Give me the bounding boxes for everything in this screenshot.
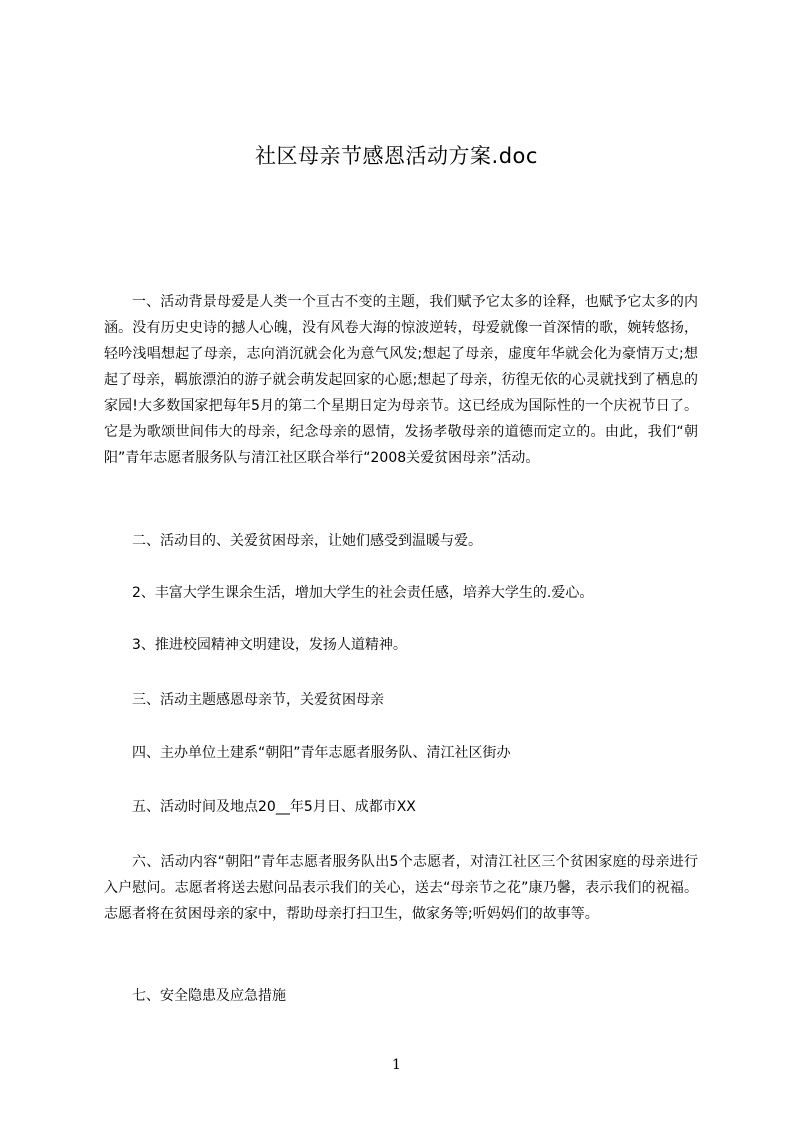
document-title: 社区母亲节感恩活动方案.doc (255, 144, 538, 168)
page-number: 1 (392, 1057, 401, 1073)
paragraph-theme: 三、活动主题感恩母亲节，关爱贫困母亲 (132, 692, 384, 708)
paragraph-safety: 七、安全隐患及应急措施 (132, 988, 286, 1004)
paragraph-background: 一、活动背景母爱是人类一个亘古不变的主题，我们赋予它太多的诠释，也赋予它太多的内涵。没有历史史诗的撼人心魄，没有风卷大海的惊波逆转，母爱就像一首深情的歌，婉转悠扬，轻吟浅唱想起了母亲，志向消沉就会化为意气风发;想起了母亲，虚度年华就会化为豪情万丈;想起了母亲，羁旅漂泊的游子就会萌发起回家的心愿;想起了母亲，彷徨无依的心灵就找到了栖息的家园!大多数国家把每年5月的第二个星期日定为母亲节。这已经成为国际性的一个庆祝节日了。它是为歌颂世间伟大的母亲，纪念母亲的恩情，发扬孝敬母亲的道德而定立的。由此，我们“朝阳”青年志愿者服务队与清江社区联合举行“2008关爱贫困母亲”活动。 (104, 294, 698, 466)
paragraph-purpose-3: 3、推进校园精神文明建设，发扬人道精神。 (132, 637, 407, 653)
paragraph-time-location: 五、活动时间及地点20__年5月日、成都市XX (132, 799, 416, 815)
paragraph-content: 六、活动内容“朝阳”青年志愿者服务队出5个志愿者，对清江社区三个贫困家庭的母亲进行入户慰问。志愿者将送去慰问品表示我们的关心，送去“母亲节之花”康乃馨，表示我们的祝福。志愿者将在贫困母亲的家中，帮助母亲打扫卫生，做家务等;听妈妈们的故事等。 (104, 854, 698, 922)
paragraph-purpose: 二、活动目的、关爱贫困母亲，让她们感受到温暖与爱。 (132, 533, 482, 549)
paragraph-purpose-2: 2、丰富大学生课余生活，增加大学生的社会责任感，培养大学生的.爱心。 (132, 585, 594, 601)
paragraph-organizer: 四、主办单位土建系“朝阳”青年志愿者服务队、清江社区街办 (132, 745, 511, 761)
